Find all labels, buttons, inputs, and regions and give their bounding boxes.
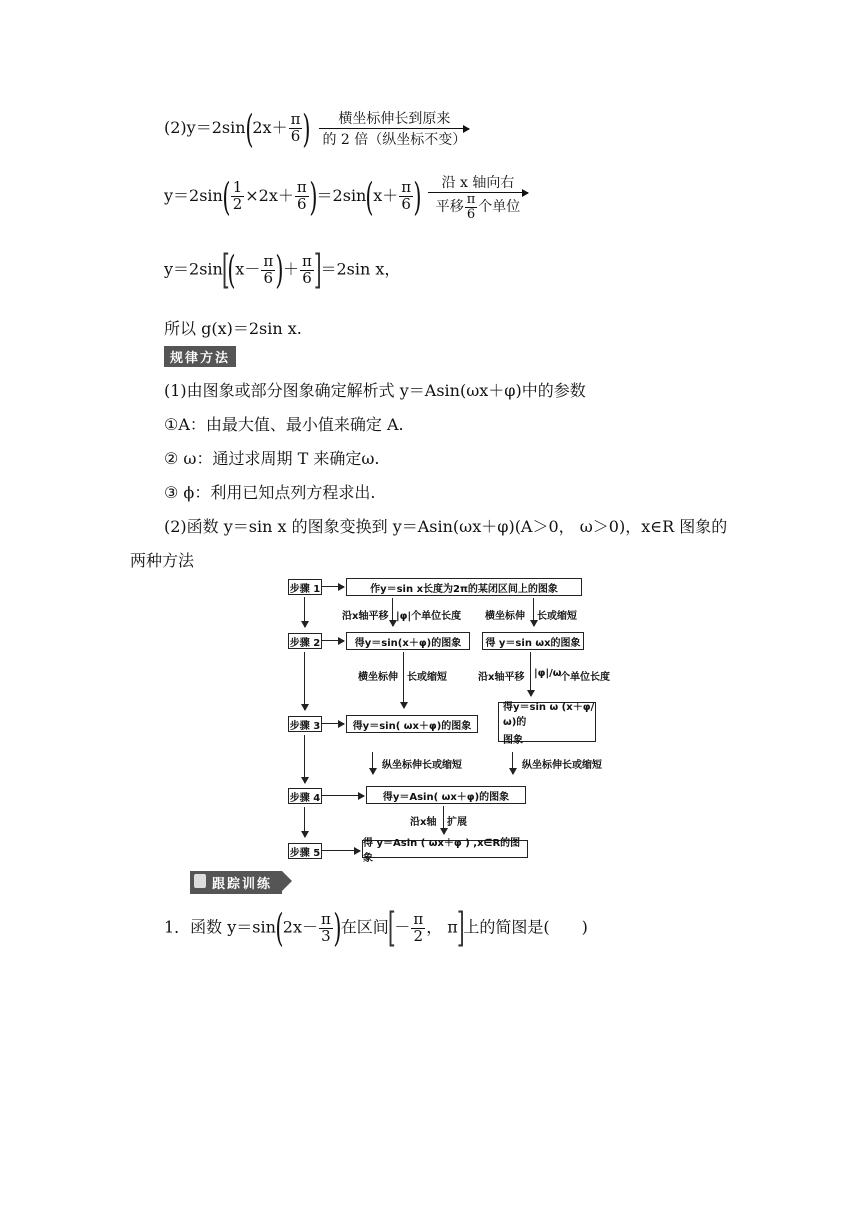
transform-arrow-1: 横坐标伸长到原来 的 2 倍（纵坐标不变） <box>319 108 469 149</box>
flow-box-2b: 得 y＝sin ωx的图象 <box>482 632 584 650</box>
step-1: 步骤 1 <box>288 579 322 595</box>
transform-arrow-2: 沿 x 轴向右 平移 $\frac{\pi}{6}$ 个单位 <box>428 172 528 221</box>
solution-conclusion: 所以 g(x)＝2sin x. <box>164 319 302 338</box>
method-tag: 规律方法 <box>164 346 236 367</box>
flow-box-2a: 得y＝sin(x＋φ)的图象 <box>346 632 470 650</box>
step-5: 步骤 5 <box>288 843 322 859</box>
fraction-pi-6: $\frac{\pi}{6}$ <box>290 110 301 145</box>
method-p2: ①A：由最大值、最小值来确定 A. <box>164 415 404 434</box>
line1-prefix: (2)y＝2sin <box>164 118 246 137</box>
method-p1: (1)由图象或部分图象确定解析式 y＝Asin(ωx＋φ)中的参数 <box>164 381 586 400</box>
flow-box-1: 作y＝sin x长度为2π的某闭区间上的图象 <box>346 578 582 596</box>
solution-line-3: y＝2sin[(x－ $\frac{\pi}{6}$ )＋ $\frac{\pi}{6}$ ]＝2sin x， <box>164 247 401 293</box>
fraction-1-2: $\frac{1}{2}$ <box>232 178 243 214</box>
question-1: 1．函数 y＝sin(2x－ $\frac{\pi}{3}$ )在区间[－ $\frac{\pi}{2}$ ， π]上的简图是( ) <box>164 905 588 951</box>
track-training-tag: 跟踪训练 <box>190 871 282 894</box>
solution-line-2: y＝2sin( $\frac{1}{2}$ ×2x＋ $\frac{\pi}{6}$ )＝2sin(x＋ $\frac{\pi}{6}$ ) 沿 x 轴向右 平移 $\frac{\pi}{6}$ 个单位 <box>164 172 528 221</box>
step-4: 步骤 4 <box>288 788 322 804</box>
step-3: 步骤 3 <box>288 716 322 732</box>
flow-box-4: 得y＝Asin( ωx＋φ)的图象 <box>366 786 526 804</box>
flow-box-3a: 得y＝sin( ωx＋φ)的图象 <box>346 715 478 733</box>
method-p6: 两种方法 <box>130 551 195 570</box>
flow-box-5: 得 y＝Asin ( ωx＋φ ) ,x∈R的图象 <box>362 840 528 858</box>
step-2: 步骤 2 <box>288 633 322 649</box>
solution-line-1: (2)y＝2sin(2x＋ $\frac{\pi}{6}$ ) 横坐标伸长到原来 的 2 倍（纵坐标不变） <box>164 108 469 149</box>
flow-box-3b: 得y＝sin ω (x＋φ/ω)的 图象 <box>498 702 596 742</box>
method-p5: (2)函数 y＝sin x 的图象变换到 y＝Asin(ωx＋φ)(A＞0， ω＞0)，x∈R 图象的 <box>164 517 728 536</box>
method-p4: ③ ϕ：利用已知点列方程求出. <box>164 483 376 502</box>
method-p3: ② ω：通过求周期 T 来确定ω. <box>164 449 380 468</box>
